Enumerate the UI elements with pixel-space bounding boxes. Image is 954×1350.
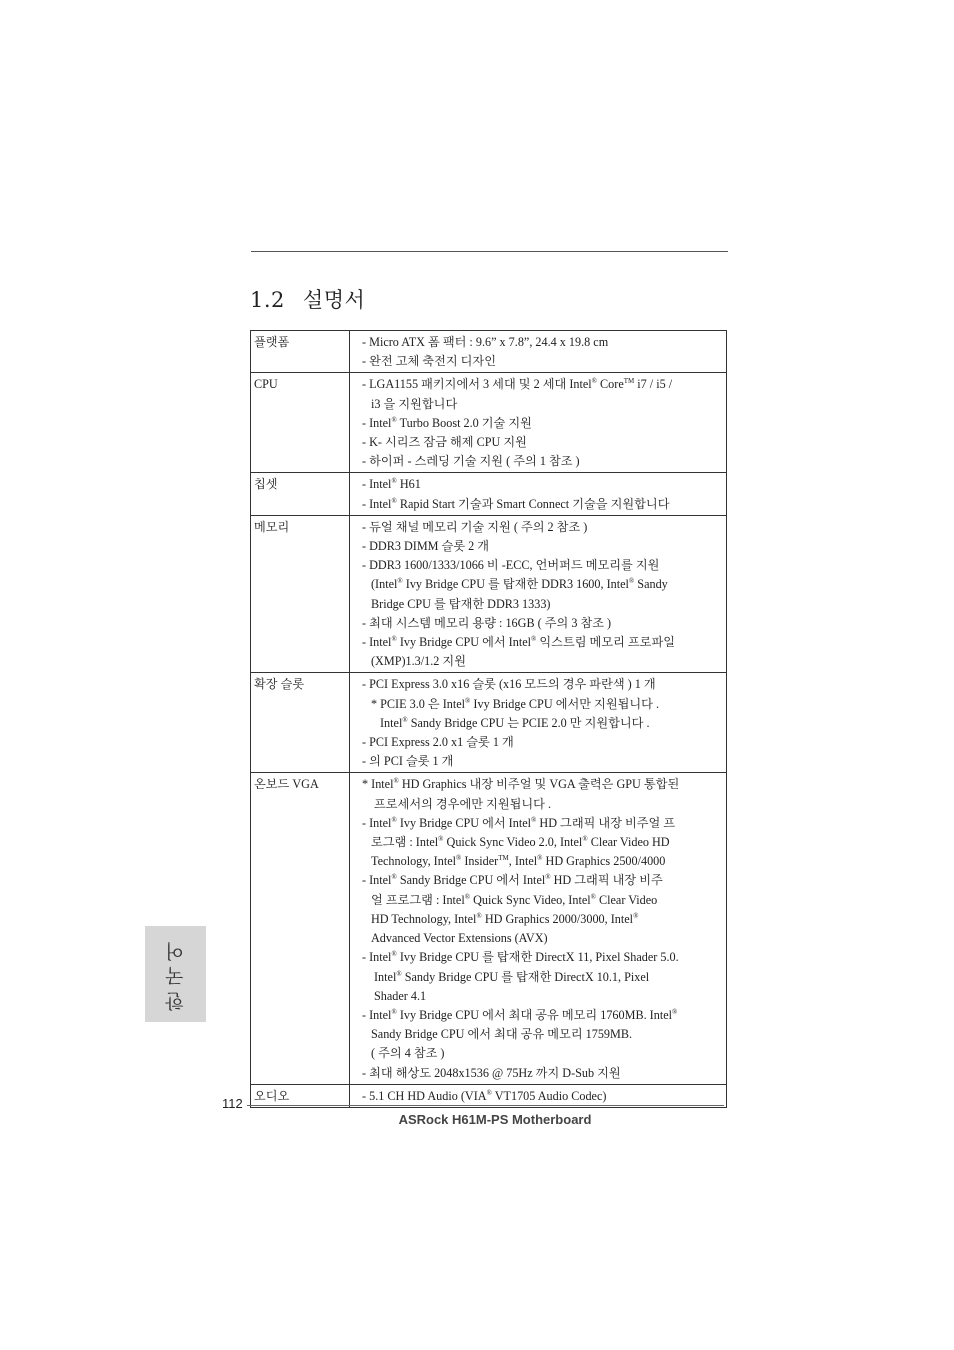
spec-line: - 최대 해상도 2048x1536 @ 75Hz 까지 D-Sub 지원 [362, 1065, 621, 1080]
spec-text: HD Graphics 2000/3000, Intel [481, 911, 634, 926]
spec-label-platform: 플랫폼 [251, 331, 350, 373]
spec-row-audio [251, 1084, 727, 1107]
registered-mark: ® [545, 873, 551, 882]
registered-mark: ® [464, 892, 471, 901]
spec-text: HD Graphics 2500/4000 [542, 854, 666, 869]
spec-row-memory [251, 515, 727, 673]
spec-line [362, 891, 725, 910]
registered-mark: ® [531, 815, 537, 824]
spec-text: - 5.1 CH HD Audio (VIA [362, 1088, 487, 1103]
spec-text: - Intel [362, 873, 392, 888]
spec-row-chipset [251, 473, 727, 515]
registered-mark: ® [391, 477, 397, 486]
spec-value-audio [350, 1084, 727, 1107]
spec-text: * PCIE 3.0 은 Intel [371, 696, 466, 711]
trademark-mark: TM [498, 854, 509, 863]
registered-mark: ® [438, 835, 444, 844]
spec-line: ( 주의 4 참조 ) [371, 1046, 445, 1061]
spec-line: - DDR3 DIMM 슬롯 2 개 [362, 539, 490, 554]
registered-mark: ® [591, 377, 597, 386]
spec-value-memory [350, 515, 727, 673]
spec-row-cpu [251, 373, 727, 473]
spec-line: - K- 시리즈 잠금 해제 CPU 지원 [362, 435, 527, 450]
spec-line [362, 575, 725, 594]
registered-mark: ® [402, 715, 408, 724]
spec-text: Ivy Bridge CPU 에서만 지원됩니다 . [470, 696, 660, 711]
registered-mark: ® [531, 635, 537, 644]
spec-text: Clear Video HD [587, 835, 670, 850]
spec-line: - 의 PCI 슬롯 1 개 [362, 754, 454, 769]
spec-text: Sandy Bridge CPU 는 PCIE 2.0 만 지원합니다 . [407, 715, 650, 730]
section-title: 설명서 [302, 288, 366, 312]
spec-line [362, 714, 725, 733]
spec-text: - LGA1155 패키지에서 3 세대 및 2 세대 Intel [362, 377, 592, 392]
spec-value-chipset [350, 473, 727, 515]
spec-text: Sandy Bridge CPU 에서 Intel [396, 873, 546, 888]
spec-table [250, 330, 727, 1108]
registered-mark: ® [391, 635, 397, 644]
spec-text: Core [596, 377, 624, 392]
registered-mark: ® [672, 1007, 678, 1016]
spec-line [362, 633, 725, 652]
spec-text: Sandy [634, 577, 668, 592]
top-rule [251, 251, 728, 252]
spec-value-vga [350, 773, 727, 1084]
spec-line: Sandy Bridge CPU 에서 최대 공유 메모리 1759MB. [371, 1027, 633, 1042]
spec-text: Insider [461, 854, 499, 869]
trademark-mark: TM [623, 377, 635, 386]
registered-mark: ® [391, 815, 397, 824]
registered-mark: ® [391, 1007, 397, 1016]
spec-line: Bridge CPU 를 탑재한 DDR3 1333) [371, 596, 551, 611]
section-heading [250, 284, 365, 314]
registered-mark: ® [391, 950, 397, 959]
spec-line [362, 475, 725, 494]
spec-line: 프로세서의 경우에만 지원됩니다 . [374, 796, 552, 811]
registered-mark: ® [486, 1088, 492, 1097]
spec-text: Ivy Bridge CPU 에서 Intel [396, 815, 532, 830]
spec-text: Quick Sync Video 2.0, Intel [443, 835, 583, 850]
language-label: 한국어 [165, 936, 187, 1012]
registered-mark: ® [582, 835, 588, 844]
spec-line [362, 871, 725, 890]
spec-line: - DDR3 1600/1333/1066 비 -ECC, 언버퍼드 메모리를 지원 [362, 558, 660, 573]
spec-text: - Intel [362, 950, 392, 965]
spec-line [362, 833, 725, 852]
spec-text: Intel [374, 969, 397, 984]
spec-label-memory: 메모리 [251, 515, 350, 673]
spec-text: HD Graphics 내장 비주얼 및 VGA 출력은 GPU 통합된 [398, 777, 680, 792]
spec-line [362, 375, 725, 394]
spec-text: Quick Sync Video, Intel [470, 892, 591, 907]
spec-text: HD 그래픽 내장 비주얼 프 [536, 815, 676, 830]
spec-line: Advanced Vector Extensions (AVX) [371, 931, 548, 946]
spec-text: , Intel [508, 854, 538, 869]
spec-label-chipset: 칩셋 [251, 473, 350, 515]
spec-text: Ivy Bridge CPU 를 탑재한 DirectX 11, Pixel Shader 5.0. [396, 950, 679, 965]
spec-text: HD Technology, Intel [371, 911, 477, 926]
spec-text: Ivy Bridge CPU 에서 Intel [396, 635, 532, 650]
spec-row-expansion [251, 673, 727, 773]
registered-mark: ® [537, 854, 543, 863]
spec-text: Turbo Boost 2.0 기술 지원 [396, 415, 532, 430]
spec-line [362, 1087, 725, 1106]
spec-text: VT1705 Audio Codec) [491, 1088, 607, 1103]
spec-text: H61 [396, 477, 421, 492]
spec-line [362, 814, 725, 833]
spec-value-cpu [350, 373, 727, 473]
spec-line: - 듀얼 채널 메모리 기술 지원 ( 주의 2 참조 ) [362, 519, 588, 534]
spec-line: i3 을 지원합니다 [371, 396, 458, 411]
spec-text: - Intel [362, 415, 392, 430]
spec-text: HD 그래픽 내장 비주 [550, 873, 663, 888]
spec-text: Ivy Bridge CPU 를 탑재한 DDR3 1600, Intel [402, 577, 629, 592]
spec-text: 얼 프로그램 : Intel [371, 892, 465, 907]
registered-mark: ® [590, 892, 596, 901]
spec-text: 로그램 : Intel [371, 835, 439, 850]
spec-line [362, 695, 725, 714]
spec-text: Ivy Bridge CPU 에서 최대 공유 메모리 1760MB. Intel [396, 1007, 673, 1022]
spec-label-audio: 오디오 [251, 1084, 350, 1107]
spec-label-cpu: CPU [251, 373, 350, 473]
spec-line [362, 948, 725, 967]
spec-line: - PCI Express 2.0 x1 슬롯 1 개 [362, 735, 514, 750]
spec-line [362, 775, 725, 794]
registered-mark: ® [628, 577, 635, 586]
spec-text: Clear Video [595, 892, 658, 907]
registered-mark: ® [476, 911, 482, 920]
spec-text: Technology, Intel [371, 854, 456, 869]
spec-text: Intel [380, 715, 403, 730]
spec-row-platform [251, 331, 727, 373]
spec-text: - Intel [362, 477, 392, 492]
registered-mark: ® [465, 696, 471, 705]
registered-mark: ® [393, 777, 399, 786]
spec-text: i7 / i5 / [634, 377, 673, 392]
spec-label-vga: 온보드 VGA [251, 773, 350, 1084]
spec-value-platform [350, 331, 727, 373]
spec-line: - 완전 고체 축전지 디자인 [362, 354, 496, 369]
spec-line [362, 495, 725, 514]
spec-line [362, 910, 725, 929]
registered-mark: ® [633, 911, 639, 920]
spec-label-expansion: 확장 슬롯 [251, 673, 350, 773]
spec-row-vga [251, 773, 727, 1084]
registered-mark: ® [456, 854, 462, 863]
spec-text: 익스트림 메모리 프로파일 [536, 635, 676, 650]
spec-line [362, 1006, 725, 1025]
spec-line: - 하이퍼 - 스레딩 기술 지원 ( 주의 1 참조 ) [362, 454, 580, 469]
spec-line: (XMP)1.3/1.2 지원 [371, 654, 466, 669]
spec-text: - Intel [362, 815, 392, 830]
registered-mark: ® [397, 577, 403, 586]
registered-mark: ® [391, 415, 397, 424]
section-number: 1.2 [250, 288, 285, 312]
spec-line: - Micro ATX 폼 팩터 : 9.6” x 7.8”, 24.4 x 19.8 cm [362, 335, 609, 349]
language-side-tab [145, 926, 206, 1022]
spec-line [362, 852, 725, 871]
registered-mark: ® [391, 873, 397, 882]
registered-mark: ® [391, 496, 397, 505]
spec-text: - Intel [362, 496, 392, 511]
spec-text: - Intel [362, 635, 392, 650]
footer-title: ASRock H61M-PS Motherboard [398, 1112, 592, 1127]
footer-rule [247, 1105, 724, 1106]
spec-text: * Intel [362, 777, 394, 792]
page-number: 112 [222, 1096, 243, 1111]
registered-mark: ® [396, 969, 402, 978]
spec-value-expansion [350, 673, 727, 773]
spec-text: Rapid Start 기술과 Smart Connect 기술을 지원합니다 [396, 496, 670, 511]
spec-text: Sandy Bridge CPU 를 탑재한 DirectX 10.1, Pixel [401, 969, 650, 984]
spec-line: - 최대 시스템 메모리 용량 : 16GB ( 주의 3 참조 ) [362, 615, 612, 630]
spec-line [362, 414, 725, 433]
spec-line: - PCI Express 3.0 x16 슬롯 (x16 모드의 경우 파란색 ) 1 개 [362, 677, 656, 692]
spec-line [362, 968, 725, 987]
spec-line: Shader 4.1 [374, 988, 427, 1003]
spec-text: - Intel [362, 1007, 392, 1022]
spec-text: (Intel [371, 577, 398, 592]
